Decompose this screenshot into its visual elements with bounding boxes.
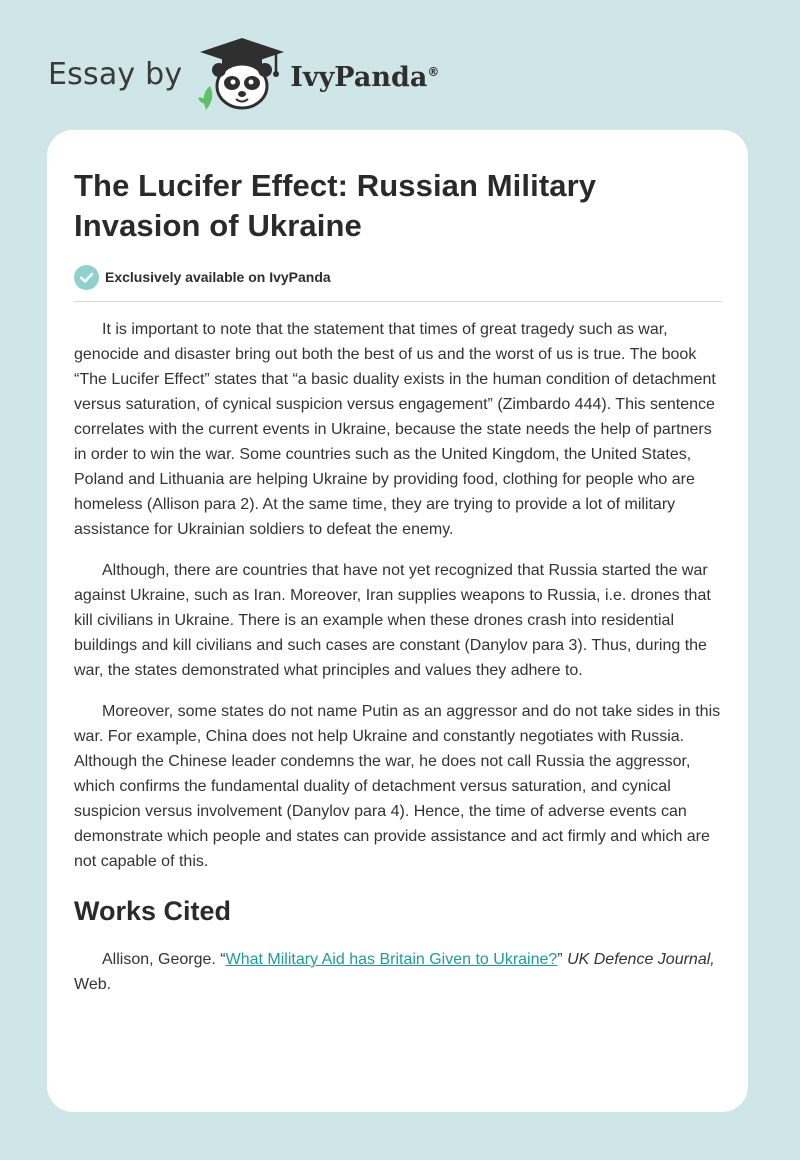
brand-prefix: Essay by: [48, 56, 183, 92]
check-circle-icon: [74, 265, 99, 290]
site-header: [48, 36, 748, 112]
citation-author: Allison, George. “: [102, 951, 226, 968]
paragraph: Moreover, some states do not name Putin as an aggressor and do not take sides in this war. For example, China does not help Ukraine and constantly negotiates with Russia. Although the Chinese leader condemns the war, he does not call Russia the aggressor, which confirms the fundamental duality of detachment versus saturation, and cynical suspicion versus involvement (Danylov para 4). Hence, the time of adverse events can demonstrate which people and states can provide assistance and act firmly and which are not capable of this.: [74, 703, 721, 870]
paragraph: It is important to note that the statement that times of great tragedy such as war, genocide and disaster bring out both the best of us and the worst of us is true. The book “The Lucifer Effect” states that “a basic duality exists in the human condition of detachment versus saturation, of cynical suspicion versus engagement” (Zimbardo 444). This sentence correlates with the current events in Ukraine, because the state needs the help of partners in order to win the war. Some countries such as the United Kingdom, the United States, Poland and Lithuania are helping Ukraine by providing food, clothing for people who are homeless (Allison para 2). At the same time, they are trying to provide a lot of military assistance for Ukrainian soldiers to defeat the enemy.: [74, 321, 716, 538]
essay-card: [47, 130, 748, 1112]
citation-link[interactable]: What Military Aid has Britain Given to Ukraine?: [225, 951, 558, 968]
citation-after-link: ”: [557, 951, 568, 968]
badge-text: Exclusively available on IvyPanda: [105, 269, 331, 285]
page-title: The Lucifer Effect: Russian Military Invasion of Ukraine: [74, 168, 597, 243]
citation-tail: Web.: [74, 976, 112, 993]
citation-journal: UK Defence Journal,: [567, 951, 715, 968]
brand-name[interactable]: IvyPanda®: [290, 61, 440, 93]
exclusive-badge: [74, 264, 722, 290]
divider: [74, 301, 722, 302]
paragraph: Although, there are countries that have not yet recognized that Russia started the war against Ukraine, such as Iran. Moreover, Iran supplies weapons to Russia, i.e. drones that kill civilians in Ukraine. There is an example when these drones crash into residential buildings and kill civilians and such cases are constant (Danylov para 3). Thus, during the war, the states demonstrated what principles and values they adhere to.: [74, 562, 711, 679]
citation-entry: [74, 947, 722, 997]
registered-mark: ®: [427, 64, 440, 79]
works-cited-heading: Works Cited: [74, 896, 232, 926]
panda-graduate-icon[interactable]: [196, 36, 288, 112]
